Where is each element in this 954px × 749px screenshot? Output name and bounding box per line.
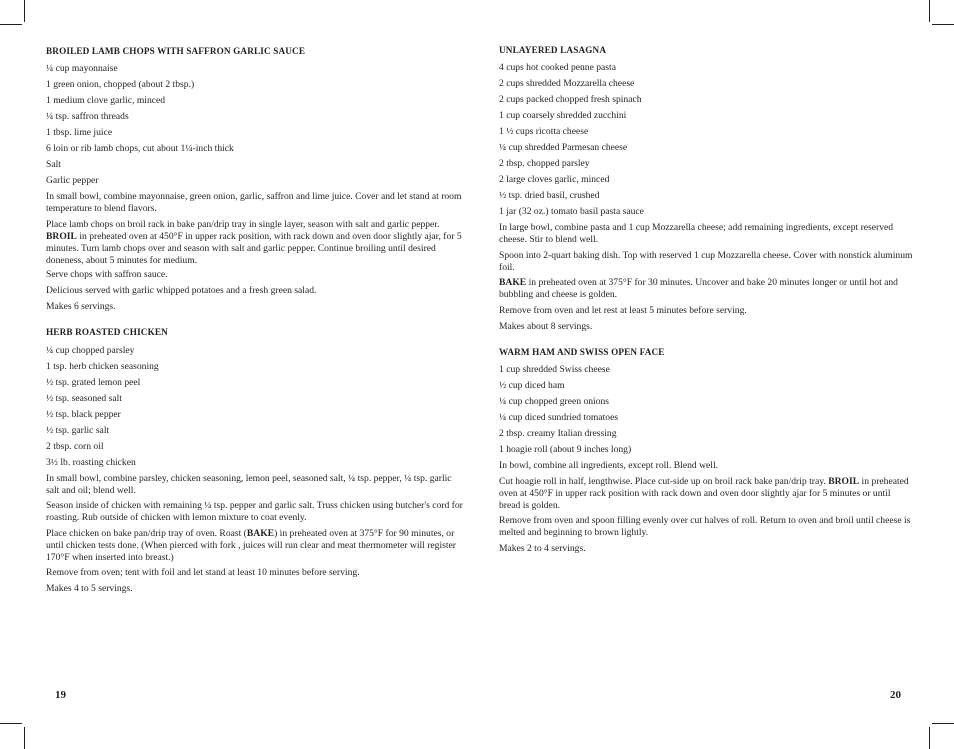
ingredient: 2 tbsp. creamy Italian dressing (499, 428, 617, 439)
cooking-mode: BROIL (828, 476, 860, 487)
ingredient: ½ cup diced ham (499, 380, 565, 391)
ingredient: 1 cup shredded Swiss cheese (499, 364, 610, 375)
crop-mark (929, 727, 930, 749)
instruction: Cut hoagie roll in half, lengthwise. Place cut-side up on broil rack bake pan/drip tray. BROIL in preheated oven at 450°F in upper rack position with rack down and oven door slightly ajar for 5 minutes or until bread is golden. (499, 476, 909, 511)
servings: Makes 4 to 5 servings. (46, 583, 133, 594)
instruction: Delicious served with garlic whipped potatoes and a fresh green salad. (46, 285, 317, 296)
ingredient: ¼ cup mayonnaise (46, 63, 118, 74)
instruction: Remove from oven and let rest at least 5 minutes before serving. (499, 305, 747, 316)
page-number: 20 (890, 689, 901, 701)
crop-mark (24, 727, 25, 749)
ingredient: ½ tsp. dried basil, crushed (499, 190, 600, 201)
ingredient: 2 tbsp. chopped parsley (499, 158, 590, 169)
cooking-mode: BROIL (46, 231, 77, 242)
servings: Makes 2 to 4 servings. (499, 543, 586, 554)
instruction: Spoon into 2-quart baking dish. Top with reserved 1 cup Mozzarella cheese. Cover with nonstick aluminum foil. (499, 250, 913, 273)
recipe-title: BROILED LAMB CHOPS WITH SAFFRON GARLIC SAUCE (46, 46, 306, 56)
ingredient: 1 medium clove garlic, minced (46, 95, 166, 106)
crop-mark (929, 0, 930, 22)
ingredient: 1 cup coarsely shredded zucchini (499, 110, 627, 121)
ingredient: ½ tsp. black pepper (46, 409, 121, 420)
instruction: In small bowl, combine mayonnaise, green onion, garlic, saffron and lime juice. Cover and let stand at room temperature to blend flavors. (46, 191, 462, 214)
instruction: Serve chops with saffron sauce. (46, 269, 168, 280)
ingredient: 1 green onion, chopped (about 2 tbsp.) (46, 79, 195, 90)
crop-mark (932, 24, 954, 25)
ingredient: 2 large cloves garlic, minced (499, 174, 610, 185)
ingredient: ¼ cup diced sundried tomatoes (499, 412, 619, 423)
servings: Makes 6 servings. (46, 301, 116, 312)
ingredient: 4 cups hot cooked penne pasta (499, 62, 616, 73)
ingredient: 3½ lb. roasting chicken (46, 457, 136, 468)
instruction: BAKE in preheated oven at 375°F for 30 minutes. Uncover and bake 20 minutes longer or until hot and bubbling and cheese is golden. (499, 277, 898, 300)
recipe-title: UNLAYERED LASAGNA (499, 45, 607, 55)
ingredient: 6 loin or rib lamb chops, cut about 1¼-inch thick (46, 143, 234, 154)
crop-mark (0, 24, 22, 25)
ingredient: Salt (46, 159, 61, 170)
instruction: Season inside of chicken with remaining ¼ tsp. pepper and garlic salt. Truss chicken using butcher's cord for roasting. Rub outside of chicken with lemon mixture to coat evenly. (46, 500, 463, 523)
ingredient: 1 tsp. herb chicken seasoning (46, 361, 159, 372)
crop-mark (932, 723, 954, 724)
instruction: Remove from oven; tent with foil and let stand at least 10 minutes before serving. (46, 567, 360, 578)
ingredient: 1 hoagie roll (about 9 inches long) (499, 444, 632, 455)
instruction: Place lamb chops on broil rack in bake pan/drip tray in single layer, season with salt and garlic pepper. BROIL in preheated oven at 450°F in upper rack position, with rack down and oven door slightly ajar, for 5 minutes. Turn lamb chops over and season with salt and garlic pepper. Continue broiling until desired doneness, about 5 minutes for medium. (46, 219, 462, 266)
instruction: In small bowl, combine parsley, chicken seasoning, lemon peel, seasoned salt, ¼ tsp. pepper, ¼ tsp. garlic salt and oil; blend well. (46, 473, 452, 496)
ingredient: ¼ cup chopped parsley (46, 345, 135, 356)
ingredient: ½ tsp. seasoned salt (46, 393, 122, 404)
ingredient: Garlic pepper (46, 175, 99, 186)
cooking-mode: BAKE (246, 528, 275, 539)
instruction: In bowl, combine all ingredients, except roll. Blend well. (499, 460, 719, 471)
ingredient: 2 tbsp. corn oil (46, 441, 104, 452)
servings: Makes about 8 servings. (499, 321, 593, 332)
ingredient: ¼ cup shredded Parmesan cheese (499, 142, 628, 153)
instruction: Remove from oven and spoon filling evenly over cut halves of roll. Return to oven and broil until cheese is melted and beginning to brown lightly. (499, 515, 911, 538)
cooking-mode: BAKE (499, 277, 527, 288)
ingredient: 1 ½ cups ricotta cheese (499, 126, 589, 137)
ingredient: ½ tsp. grated lemon peel (46, 377, 141, 388)
recipe-title: HERB ROASTED CHICKEN (46, 327, 168, 337)
ingredient: 1 tbsp. lime juice (46, 127, 113, 138)
page-number: 19 (55, 689, 66, 701)
crop-mark (0, 723, 22, 724)
crop-mark (24, 0, 25, 22)
ingredient: ¼ tsp. saffron threads (46, 111, 129, 122)
ingredient: 2 cups packed chopped fresh spinach (499, 94, 642, 105)
recipe-title: WARM HAM AND SWISS OPEN FACE (499, 347, 665, 357)
instruction: In large bowl, combine pasta and 1 cup Mozzarella cheese; add remaining ingredients, except reserved cheese. Stir to blend well. (499, 222, 894, 245)
ingredient: ¼ cup chopped green onions (499, 396, 610, 407)
ingredient: 2 cups shredded Mozzarella cheese (499, 78, 635, 89)
ingredient: ½ tsp. garlic salt (46, 425, 110, 436)
ingredient: 1 jar (32 oz.) tomato basil pasta sauce (499, 206, 644, 217)
instruction: Place chicken on bake pan/drip tray of oven. Roast (BAKE) in preheated oven at 375°F for 90 minutes, or until chicken tests done. (When pierced with fork , juices will run clear and meat thermometer will register 170°F when inserted into breast.) (46, 528, 456, 563)
